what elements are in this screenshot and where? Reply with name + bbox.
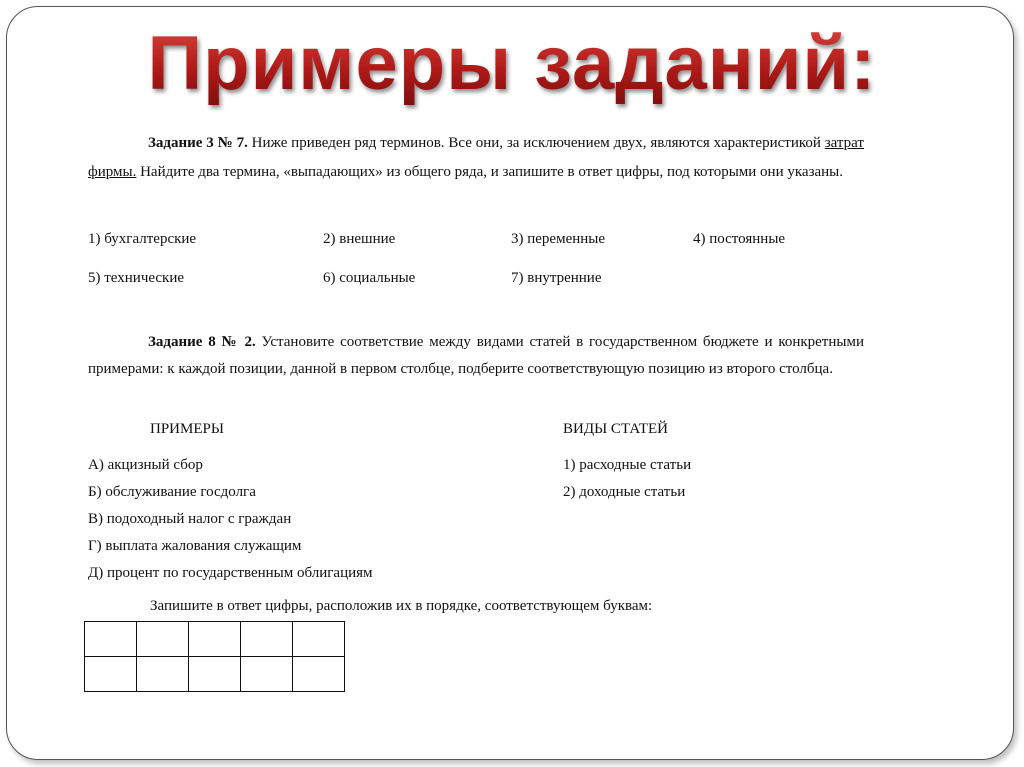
task2-kind-1: 1) расходные статьи [563,457,692,473]
answer-cell[interactable] [85,657,137,692]
task2-text: Установите соответствие между видами статей в государственном бюджете и конкретными примерами: к каждой позиции, данной в первом столбце, подберите соответствующую позицию из второго столбца. [88,334,864,377]
task2-example-c: В) подоходный налог с граждан [88,511,292,527]
answer-row-digits [85,657,345,692]
task2-right-header: ВИДЫ СТАТЕЙ [563,421,668,437]
task1-underlined-term: затрат фирмы. [88,135,864,180]
answer-cell[interactable] [137,657,189,692]
task2-paragraph [88,329,864,383]
answer-grid [84,621,345,692]
answer-cell[interactable] [189,622,241,657]
task2-example-e: Д) процент по государственным облигациям [88,565,373,581]
answer-cell[interactable] [189,657,241,692]
answer-row-letters [85,622,345,657]
task2-left-header: ПРИМЕРЫ [150,421,224,437]
task1-option-7: 7) внутренние [511,270,602,286]
task2-example-b: Б) обслуживание госдолга [88,484,256,500]
task2-kind-2: 2) доходные статьи [563,484,686,500]
answer-cell[interactable] [293,657,345,692]
task1-paragraph [88,129,864,187]
answer-cell[interactable] [241,657,293,692]
task2-example-d: Г) выплата жалования служащим [88,538,302,554]
task1-label: Задание 3 № 7. [148,135,248,151]
task2-example-a: А) акцизный сбор [88,457,203,473]
task1-option-3: 3) переменные [511,231,606,247]
task1-option-5: 5) технические [88,270,185,286]
answer-cell[interactable] [241,622,293,657]
answer-cell[interactable] [137,622,189,657]
answer-cell[interactable] [293,622,345,657]
task1-option-4: 4) постоянные [693,231,786,247]
task1-text-b: Найдите два термина, «выпадающих» из общего ряда, и запишите в ответ цифры, под которыми они указаны. [136,164,844,180]
task1-option-1: 1) бухгалтерские [88,231,197,247]
task1-option-6: 6) социальные [323,270,416,286]
slide-title: Примеры заданий: [0,22,1024,106]
task2-instruction: Запишите в ответ цифры, расположив их в порядке, соответствующем буквам: [150,598,653,614]
task1-text-a: Ниже приведен ряд терминов. Все они, за исключением двух, являются характеристикой [247,135,825,151]
task1-option-2: 2) внешние [323,231,396,247]
task2-label: Задание 8 № 2. [148,334,256,350]
answer-cell[interactable] [85,622,137,657]
